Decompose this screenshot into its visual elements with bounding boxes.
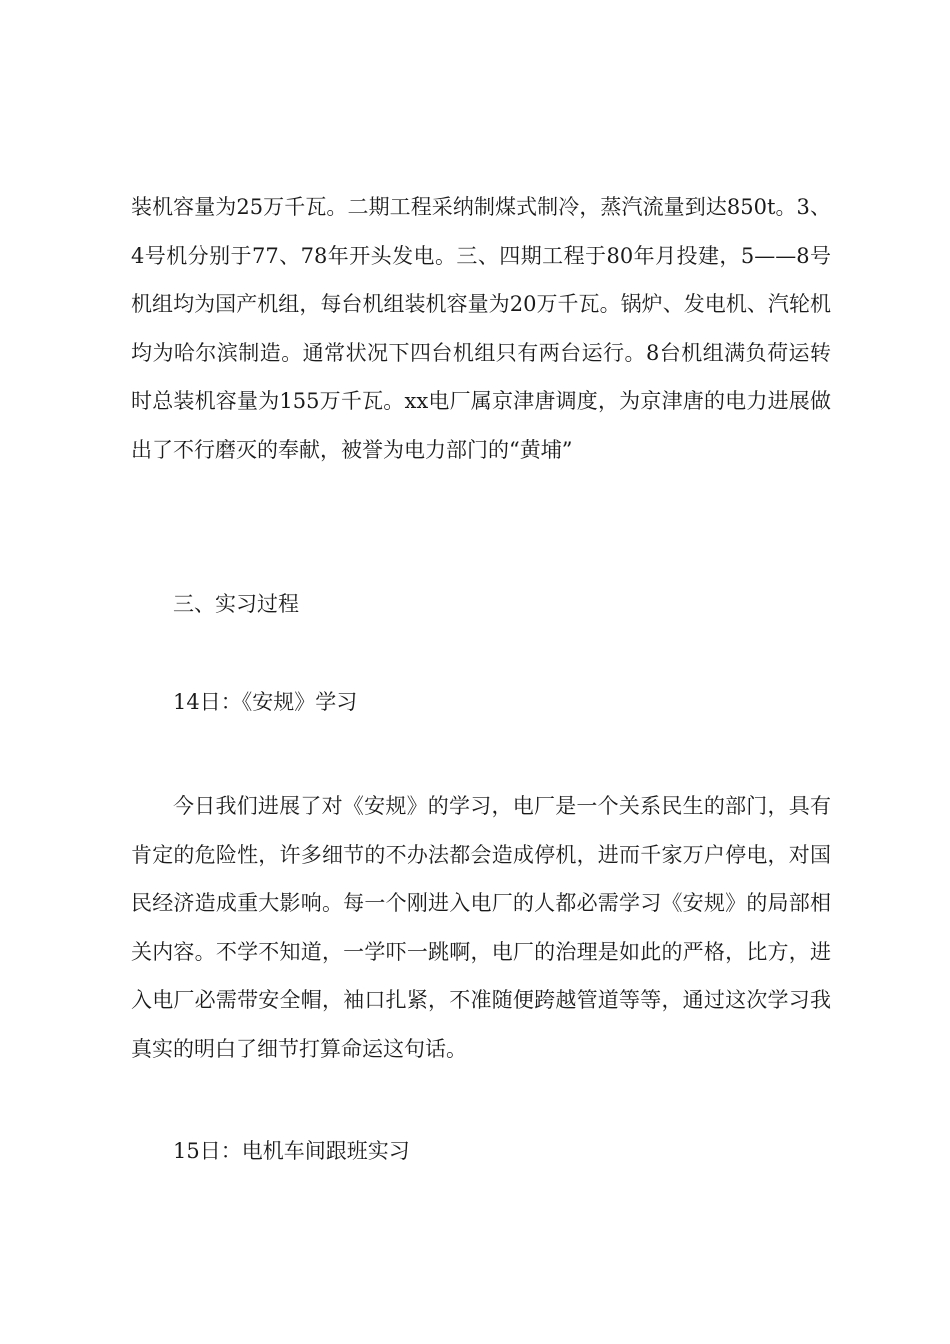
day14-heading: 14日：《安规》学习 [173, 690, 358, 714]
intro-paragraph: 装机容量为25万千瓦。二期工程采纳制煤式制冷，蒸汽流量到达850t。3、4号机分别于77、78年开头发电。三、四期工程于80年月投建，5——8号机组均为国产机组，每台机组装机容量为20万千瓦。锅炉、发电机、汽轮机均为哈尔滨制造。通常状况下四台机组只有两台运行。8台机组满负荷运转时总装机容量为155万千瓦。xx电厂属京津唐调度，为京津唐的电力进展做出了不行磨灭的奉献，被誉为电力部门的“黄埔” [131, 195, 831, 462]
day14-paragraph: 今日我们进展了对《安规》的学习，电厂是一个关系民生的部门，具有肯定的危险性，许多细节的不办法都会造成停机，进而千家万户停电，对国民经济造成重大影响。每一个刚进入电厂的人都必需学习《安规》的局部相关内容。不学不知道，一学吓一跳啊，电厂的治理是如此的严格，比方，进入电厂必需带安全帽，袖口扎紧，不准随便跨越管道等等，通过这次学习我真实的明白了细节打算命运这句话。 [131, 794, 831, 1061]
section-heading: 三、实习过程 [173, 592, 299, 616]
day15-heading: 15日：电机车间跟班实习 [173, 1139, 410, 1163]
